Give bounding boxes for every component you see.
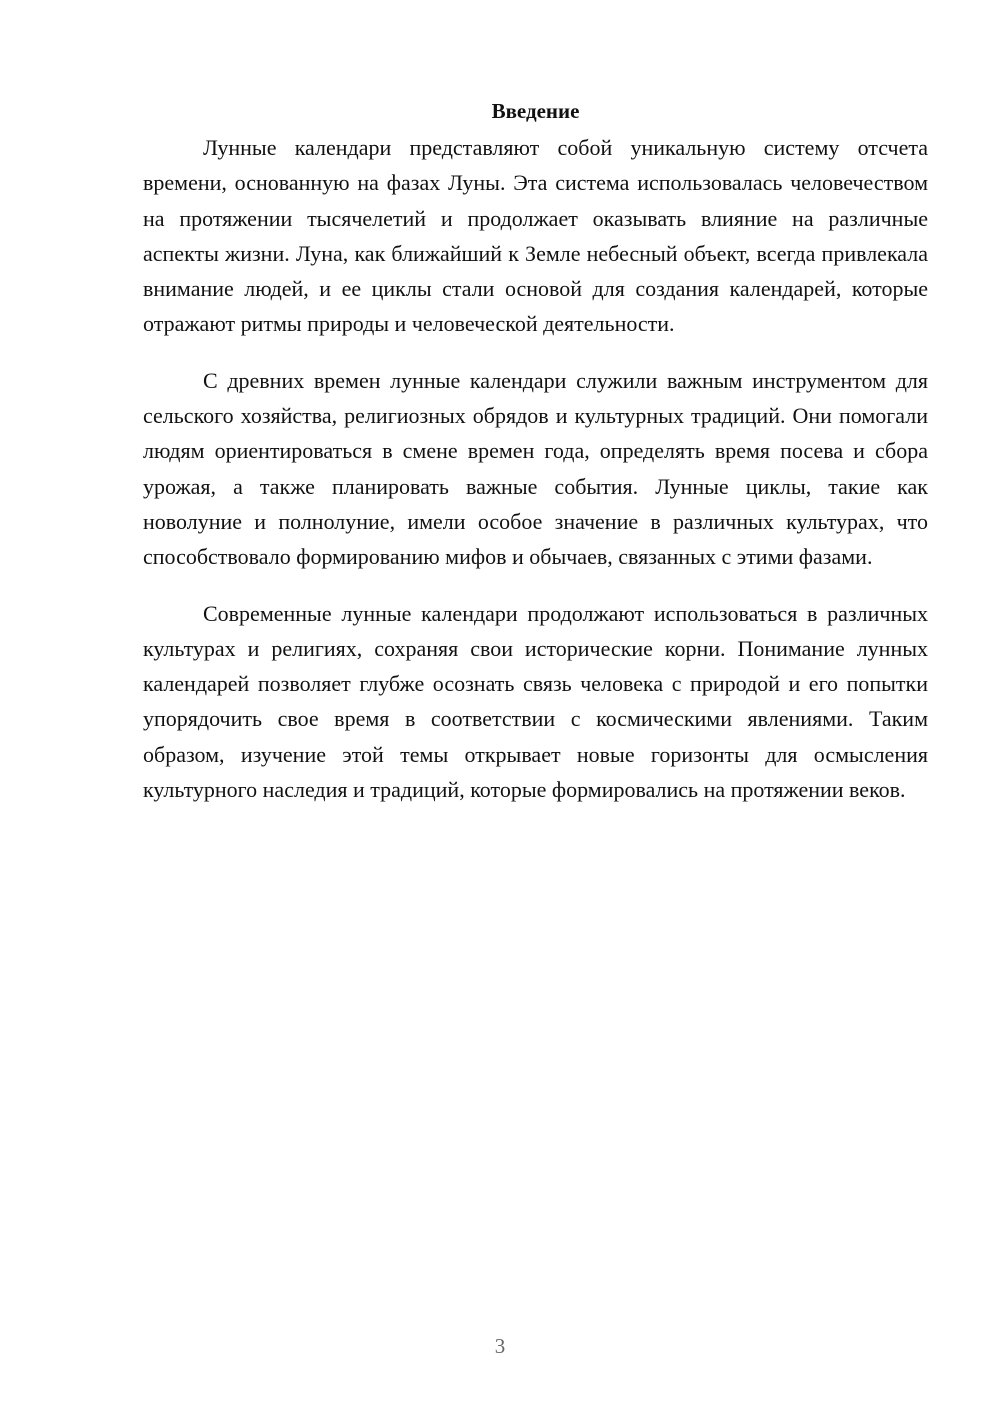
page-number: 3 — [494, 1334, 506, 1358]
paragraph-3: Современные лунные календари продолжают использоваться в различных культурах и религиях, сохраняя свои исторические корни. Понимание лунных календарей позволяет глубже осознать связь человека с природой и его попытки упорядочить свое время в соответствии с космическими явлениями. Таким образом, изучение этой темы открывает новые горизонты для осмысления культурного наследия и традиций, которые формировались на протяжении веков. — [143, 600, 928, 803]
paragraph-2: С древних времен лунные календари служили важным инструментом для сельского хозяйства, религиозных обрядов и культурных традиций. Они помогали людям ориентироваться в смене времен года, определять время посева и сбора урожая, а также планировать важные события. Лунные циклы, такие как новолуние и полнолуние, имели особое значение в различных культурах, что способствовало формированию мифов и обычаев, связанных с этими фазами. — [143, 367, 928, 570]
page-content — [143, 96, 928, 828]
paragraph-1: Лунные календари представляют собой уникальную систему отсчета времени, основанную на фазах Луны. Эта система использовалась человечеством на протяжении тысячелетий и продолжает оказывать влияние на различные аспекты жизни. Луна, как ближайший к Земле небесный объект, всегда привлекала внимание людей, и ее циклы стали основой для создания календарей, которые отражают ритмы природы и человеческой деятельности. — [143, 135, 928, 337]
section-heading: Введение — [491, 99, 580, 123]
